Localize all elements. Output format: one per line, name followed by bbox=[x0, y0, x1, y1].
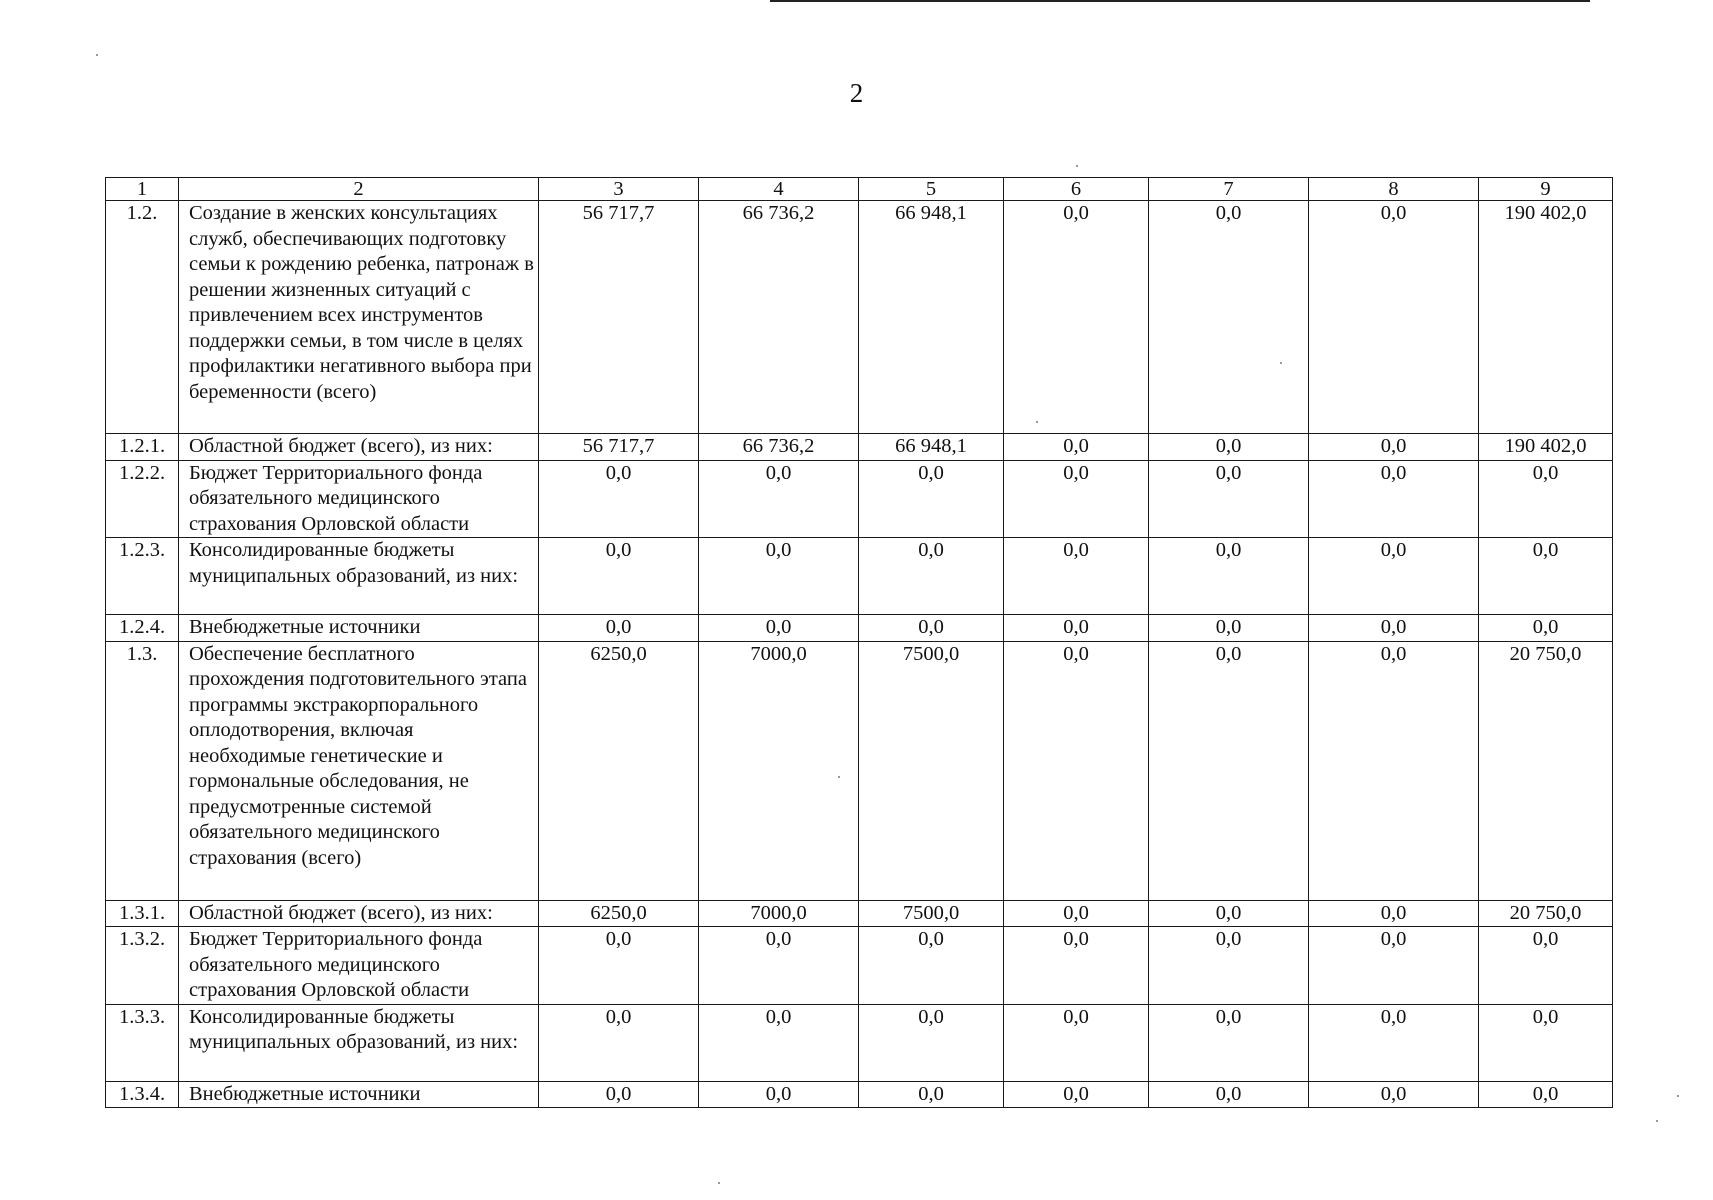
value-cell: 20 750,0 bbox=[1479, 641, 1613, 900]
value-cell: 0,0 bbox=[1149, 434, 1309, 461]
value-cell: 0,0 bbox=[1309, 538, 1479, 615]
value-cell: 56 717,7 bbox=[539, 434, 699, 461]
value-cell: 0,0 bbox=[1149, 1081, 1309, 1108]
value-cell: 0,0 bbox=[1004, 1004, 1149, 1081]
column-header: 5 bbox=[859, 178, 1004, 201]
value-cell: 0,0 bbox=[859, 615, 1004, 642]
row-code: 1.2.2. bbox=[106, 460, 179, 538]
row-code: 1.3.1. bbox=[106, 900, 179, 927]
row-code: 1.3.2. bbox=[106, 927, 179, 1005]
row-name: Областной бюджет (всего), из них: bbox=[179, 900, 539, 927]
value-cell: 66 948,1 bbox=[859, 434, 1004, 461]
value-cell: 0,0 bbox=[699, 460, 859, 538]
value-cell: 66 948,1 bbox=[859, 201, 1004, 434]
value-cell: 20 750,0 bbox=[1479, 900, 1613, 927]
table-row bbox=[106, 201, 1613, 434]
value-cell: 0,0 bbox=[859, 1081, 1004, 1108]
column-header: 6 bbox=[1004, 178, 1149, 201]
value-cell: 0,0 bbox=[539, 615, 699, 642]
value-cell: 0,0 bbox=[1479, 460, 1613, 538]
value-cell: 0,0 bbox=[1149, 900, 1309, 927]
value-cell: 0,0 bbox=[699, 615, 859, 642]
row-name: Областной бюджет (всего), из них: bbox=[179, 434, 539, 461]
value-cell: 0,0 bbox=[1309, 1081, 1479, 1108]
value-cell: 0,0 bbox=[1309, 434, 1479, 461]
value-cell: 0,0 bbox=[1149, 538, 1309, 615]
value-cell: 0,0 bbox=[1149, 641, 1309, 900]
value-cell: 0,0 bbox=[1309, 201, 1479, 434]
value-cell: 6250,0 bbox=[539, 900, 699, 927]
value-cell: 0,0 bbox=[1149, 927, 1309, 1005]
row-name: Внебюджетные источники bbox=[179, 615, 539, 642]
value-cell: 190 402,0 bbox=[1479, 201, 1613, 434]
column-header: 7 bbox=[1149, 178, 1309, 201]
value-cell: 0,0 bbox=[1309, 1004, 1479, 1081]
value-cell: 0,0 bbox=[539, 1004, 699, 1081]
value-cell: 0,0 bbox=[1004, 1081, 1149, 1108]
row-code: 1.2. bbox=[106, 201, 179, 434]
value-cell: 0,0 bbox=[1149, 460, 1309, 538]
row-name: Бюджет Территориального фонда обязательного медицинского страхования Орловской области bbox=[179, 460, 539, 538]
value-cell: 0,0 bbox=[1004, 900, 1149, 927]
column-header: 3 bbox=[539, 178, 699, 201]
value-cell: 0,0 bbox=[1479, 1081, 1613, 1108]
value-cell: 6250,0 bbox=[539, 641, 699, 900]
table-header-row bbox=[106, 178, 1613, 201]
value-cell: 0,0 bbox=[859, 538, 1004, 615]
value-cell: 0,0 bbox=[1479, 1004, 1613, 1081]
value-cell: 0,0 bbox=[1479, 927, 1613, 1005]
scan-speck bbox=[1677, 1095, 1679, 1097]
scan-speck bbox=[96, 54, 98, 56]
value-cell: 190 402,0 bbox=[1479, 434, 1613, 461]
value-cell: 0,0 bbox=[1004, 201, 1149, 434]
scan-speck bbox=[1656, 1120, 1658, 1122]
table-row bbox=[106, 538, 1613, 615]
table-row bbox=[106, 641, 1613, 900]
value-cell: 0,0 bbox=[539, 538, 699, 615]
row-code: 1.3.4. bbox=[106, 1081, 179, 1108]
scan-speck bbox=[1076, 165, 1078, 167]
value-cell: 0,0 bbox=[1149, 201, 1309, 434]
column-header: 1 bbox=[106, 178, 179, 201]
row-name: Бюджет Территориального фонда обязательного медицинского страхования Орловской области bbox=[179, 927, 539, 1005]
value-cell: 0,0 bbox=[859, 460, 1004, 538]
value-cell: 0,0 bbox=[699, 538, 859, 615]
value-cell: 0,0 bbox=[859, 927, 1004, 1005]
row-name: Обеспечение бесплатного прохождения подготовительного этапа программы экстракорпорального оплодотворения, включая необходимые генетические и гормональные обследования, не предусмотренные системой обязательного медицинского страхования (всего) bbox=[179, 641, 539, 900]
value-cell: 7000,0 bbox=[699, 900, 859, 927]
table-row bbox=[106, 615, 1613, 642]
value-cell: 0,0 bbox=[1309, 615, 1479, 642]
column-header: 4 bbox=[699, 178, 859, 201]
row-name: Консолидированные бюджеты муниципальных образований, из них: bbox=[179, 1004, 539, 1081]
value-cell: 66 736,2 bbox=[699, 434, 859, 461]
row-code: 1.2.3. bbox=[106, 538, 179, 615]
table-row bbox=[106, 1081, 1613, 1108]
top-edge-rule bbox=[770, 0, 1590, 2]
value-cell: 0,0 bbox=[1309, 900, 1479, 927]
table-row bbox=[106, 460, 1613, 538]
budget-table bbox=[105, 177, 1613, 1108]
value-cell: 0,0 bbox=[1479, 615, 1613, 642]
value-cell: 0,0 bbox=[699, 1081, 859, 1108]
column-header: 9 bbox=[1479, 178, 1613, 201]
value-cell: 0,0 bbox=[539, 460, 699, 538]
value-cell: 0,0 bbox=[1309, 641, 1479, 900]
value-cell: 0,0 bbox=[539, 927, 699, 1005]
column-header: 2 bbox=[179, 178, 539, 201]
value-cell: 7000,0 bbox=[699, 641, 859, 900]
value-cell: 0,0 bbox=[699, 927, 859, 1005]
table-row bbox=[106, 1004, 1613, 1081]
value-cell: 0,0 bbox=[1004, 641, 1149, 900]
scan-speck bbox=[1036, 421, 1038, 423]
value-cell: 0,0 bbox=[1149, 1004, 1309, 1081]
row-name: Внебюджетные источники bbox=[179, 1081, 539, 1108]
value-cell: 7500,0 bbox=[859, 641, 1004, 900]
row-code: 1.2.1. bbox=[106, 434, 179, 461]
value-cell: 0,0 bbox=[1004, 434, 1149, 461]
value-cell: 0,0 bbox=[699, 1004, 859, 1081]
value-cell: 0,0 bbox=[1309, 927, 1479, 1005]
value-cell: 0,0 bbox=[1004, 615, 1149, 642]
value-cell: 66 736,2 bbox=[699, 201, 859, 434]
value-cell: 0,0 bbox=[1149, 615, 1309, 642]
column-header: 8 bbox=[1309, 178, 1479, 201]
value-cell: 0,0 bbox=[1479, 538, 1613, 615]
value-cell: 56 717,7 bbox=[539, 201, 699, 434]
value-cell: 0,0 bbox=[1309, 460, 1479, 538]
value-cell: 0,0 bbox=[1004, 538, 1149, 615]
row-code: 1.2.4. bbox=[106, 615, 179, 642]
scan-speck bbox=[718, 1182, 720, 1184]
scan-speck bbox=[838, 776, 840, 778]
value-cell: 7500,0 bbox=[859, 900, 1004, 927]
table-row bbox=[106, 434, 1613, 461]
row-name: Создание в женских консультациях служб, обеспечивающих подготовку семьи к рождению ребенка, патронаж в решении жизненных ситуаций с привлечением всех инструментов поддержки семьи, в том числе в целях профилактики негативного выбора при беременности (всего) bbox=[179, 201, 539, 434]
value-cell: 0,0 bbox=[1004, 927, 1149, 1005]
row-code: 1.3. bbox=[106, 641, 179, 900]
value-cell: 0,0 bbox=[1004, 460, 1149, 538]
page-number: 2 bbox=[849, 78, 864, 108]
table-row bbox=[106, 927, 1613, 1005]
value-cell: 0,0 bbox=[539, 1081, 699, 1108]
row-code: 1.3.3. bbox=[106, 1004, 179, 1081]
scan-speck bbox=[1280, 362, 1282, 364]
row-name: Консолидированные бюджеты муниципальных образований, из них: bbox=[179, 538, 539, 615]
value-cell: 0,0 bbox=[859, 1004, 1004, 1081]
table-row bbox=[106, 900, 1613, 927]
